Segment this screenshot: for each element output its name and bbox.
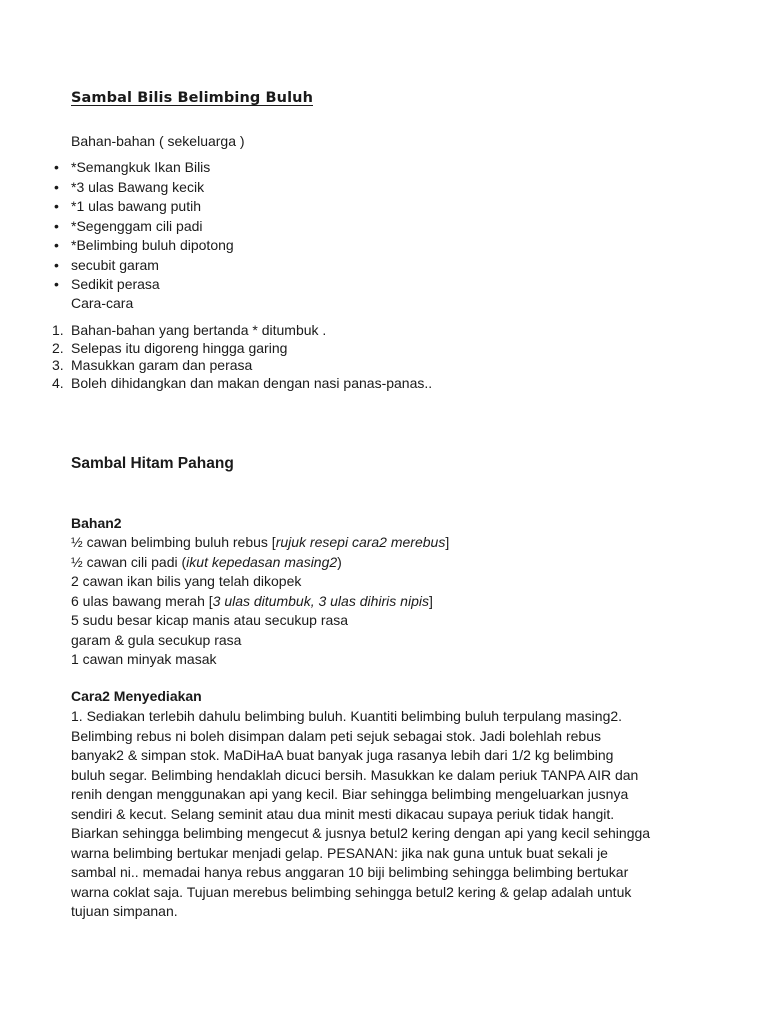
step-number: 4. [52, 374, 64, 391]
step-text: Boleh dihidangkan dan makan dengan nasi panas-panas.. [71, 374, 433, 391]
recipe2-ingredient-list [71, 533, 449, 670]
list-item [71, 631, 449, 651]
list-item [52, 322, 432, 340]
list-item [52, 374, 433, 393]
list-item [71, 553, 449, 573]
recipe2-title: Sambal Hitam Pahang [71, 455, 234, 472]
ingredient-text: 5 sudu besar kicap manis atau secukup rasa [71, 612, 349, 628]
list-item [71, 650, 449, 670]
paragraph-line: sendiri & kecut. Selang seminit atau dua minit mesti dikacau supaya periuk tidak hangit. [71, 805, 615, 822]
ingredient-text: garam & gula secukup rasa [71, 631, 242, 648]
list-item [71, 592, 449, 612]
step-number: 3. [52, 357, 64, 373]
list-item [71, 533, 449, 553]
list-item [71, 611, 449, 631]
step-text: Bahan-bahan yang bertanda * ditumbuk . [71, 322, 327, 338]
paragraph-line: warna coklat saja. Tujuan merebus belimbing sehingga betul2 kering & gelap adalah untuk [71, 883, 632, 900]
ingredient-text: ½ cawan cili padi ( [71, 553, 187, 570]
ingredient-text: 1 cawan minyak masak [71, 651, 217, 667]
paragraph-line: banyak2 & simpan stok. MaDiHaA buat banyak juga rasanya lebih dari 1/2 kg belimbing [71, 747, 614, 763]
ingredient-note: ikut kepedasan masing2 [186, 553, 338, 570]
ingredient-note: rujuk resepi cara2 merebus [275, 534, 446, 550]
ingredient-text-end: ) [337, 553, 342, 570]
step-number: 2. [52, 339, 64, 356]
recipe2-ingredients-heading: Bahan2 [71, 515, 122, 531]
ingredient-note: 3 ulas ditumbuk, 3 ulas dihiris nipis [212, 592, 429, 609]
list-item [52, 339, 432, 358]
list-item [71, 572, 449, 592]
ingredient-text-end: ] [445, 534, 450, 550]
paragraph-line: Biarkan sehingga belimbing mengecut & jusnya betul2 kering dengan api yang kecil sehingga [71, 825, 651, 841]
recipe1-title: Sambal Bilis Belimbing Buluh [71, 90, 313, 106]
paragraph-line: Belimbing rebus ni boleh disimpan dalam peti sejuk sebagai stok. Jadi bolehlah rebus [71, 727, 601, 744]
paragraph-line: renih dengan menggunakan api yang kecil. Biar sehingga belimbing mengeluarkan jusnya [71, 786, 629, 802]
recipe1-subtitle: Bahan-bahan ( sekeluarga ) [71, 133, 245, 149]
paragraph-line: buluh segar. Belimbing hendaklah dicuci bersih. Masukkan ke dalam periuk TANPA AIR dan [71, 766, 639, 783]
paragraph-line: warna belimbing bertukar menjadi gelap. PESANAN: jika nak guna untuk buat sekali je [71, 844, 608, 861]
paragraph-line: tujuan simpanan. [71, 903, 178, 919]
paragraph-line: 1. Sediakan terlebih dahulu belimbing buluh. Kuantiti belimbing buluh terpulang masing2. [71, 708, 623, 724]
list-item: • *1 ulas bawang putih [71, 197, 234, 217]
list-item [52, 357, 432, 375]
ingredient-text: ½ cawan belimbing buluh rebus [ [71, 534, 276, 550]
step-text: Selepas itu digoreng hingga garing [71, 339, 288, 356]
list-item: • *Segenggam cili padi [71, 217, 234, 237]
list-item: • *Semangkuk Ikan Bilis [71, 158, 234, 178]
recipe2-method-paragraph [71, 707, 711, 922]
step-number: 1. [52, 322, 64, 338]
recipe2-method-heading: Cara2 Menyediakan [71, 688, 202, 704]
ingredient-text: 6 ulas bawang merah [ [71, 592, 213, 609]
paragraph-line: sambal ni.. memadai hanya rebus anggaran 10 biji belimbing sehingga belimbing bertukar [71, 864, 629, 880]
recipe1-ingredient-list [71, 158, 234, 295]
recipe1-method-heading: Cara-cara [71, 295, 134, 311]
ingredient-text: 2 cawan ikan bilis yang telah dikopek [71, 573, 302, 589]
list-item: • Sedikit perasa [71, 275, 234, 295]
list-item: • *3 ulas Bawang kecik [71, 178, 234, 198]
list-item: • *Belimbing buluh dipotong [71, 236, 234, 256]
step-text: Masukkan garam dan perasa [71, 357, 253, 373]
recipe1-step-list [52, 322, 433, 392]
ingredient-text-end: ] [428, 592, 433, 609]
list-item: • secubit garam [71, 256, 234, 276]
